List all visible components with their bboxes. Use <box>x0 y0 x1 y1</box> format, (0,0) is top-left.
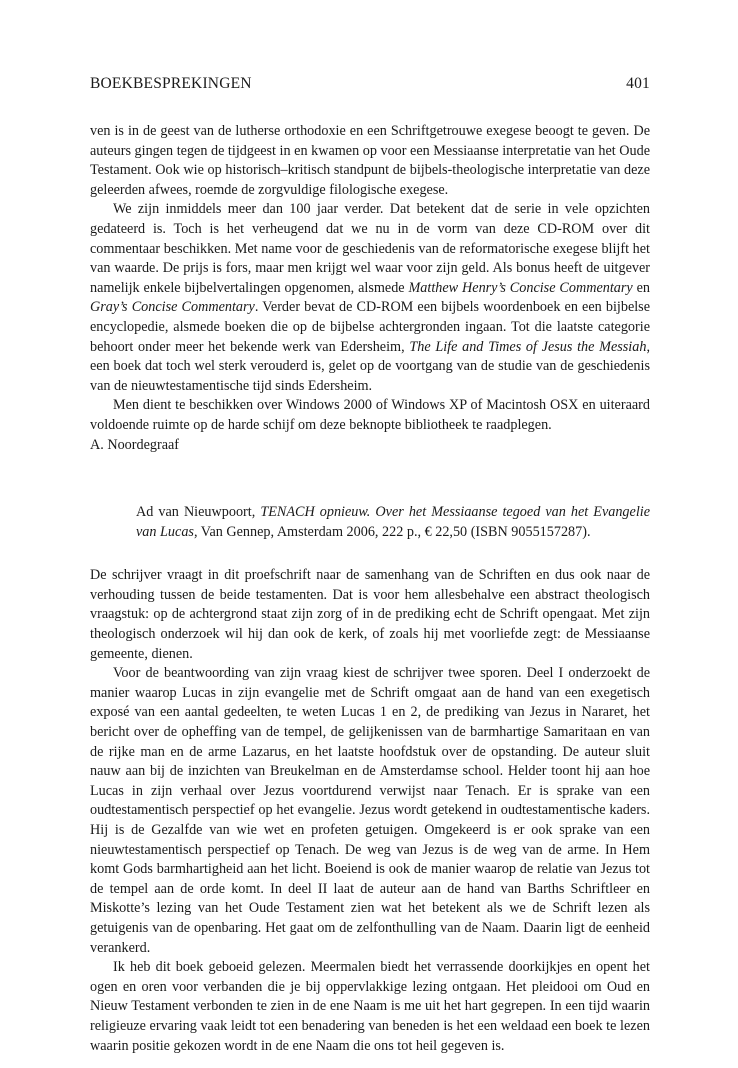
citation-title: TENACH opnieuw. Over het Messiaanse tegoed van het Evangelie van Lucas <box>136 504 650 540</box>
paragraph: ven is in de geest van de lutherse orthodoxie en een Schriftgetrouwe exegese beoogt te geven. De auteurs gingen tegen de tijdgeest in en kwamen op voor een Messiaanse interpretatie van het Oude Testament. Ook wie op historisch–kritisch standpunt de bijbels-theologische interpretatie van deze geleerden afwees, roemde de zorgvuldige filologische exegese. <box>90 123 650 198</box>
paragraph: Men dient te beschikken over Windows 2000 of Windows XP of Macintosh OSX en uiteraard voldoende ruimte op de harde schijf om deze beknopte bibliotheek te raadplegen. <box>90 397 650 433</box>
paragraph: Ik heb dit boek geboeid gelezen. Meermalen biedt het verrassende doorkijkjes en opent het ogen en oren voor verbanden die je bij oppervlakkige lezing ontgaan. Het pleidooi om Oud en Nieuw Testament verbonden te zien in de ene Naam is me uit het hart gegrepen. In een tijd waarin religieuze ervaring vaak leidt tot een benadering van beneden is het een weldaad een boek te lezen waarin positie gekozen wordt in de ene Naam die ons tot heil gegeven is. <box>90 959 650 1054</box>
paragraph: De schrijver vraagt in dit proefschrift naar de samenhang van de Schriften en dus ook naar de verhouding tussen de beide testamenten. Dat is voor hem allesbehalve een abstract theologisch vraagstuk: op de achtergrond staat zijn zorg of in de prediking echt de Schrift opengaat. Met zijn theologisch onderzoek wil hij dan ook de kerk, of zoals hij met voorliefde zegt: de Messiaanse gemeente, dienen. <box>90 567 650 662</box>
text-run: en <box>632 279 650 296</box>
italic-title: Matthew Henry’s Concise Commentary <box>408 279 633 296</box>
citation-details: , Van Gennep, Amsterdam 2006, 222 p., € 22,50 (ISBN 9055157287). <box>193 523 591 540</box>
italic-title: The Life and Times of Jesus the Messiah <box>409 338 647 355</box>
paragraph <box>90 200 650 396</box>
running-head <box>90 74 650 94</box>
paragraph: Voor de beantwoording van zijn vraag kiest de schrijver twee sporen. Deel I onderzoekt de manier waarop Lucas in zijn evangelie met de Schrift omgaat aan de hand van een exegetisch exposé van een aantal gedeelten, te weten Lucas 1 en 2, de prediking van Jezus in Nararet, het bericht over de opheffing van de tempel, de gelijkenissen van de barmhartige Samaritaan en van de rijke man en de arme Lazarus, en het laatste hoofdstuk over de opstanding. De auteur sluit nauw aan bij de inzichten van Breukelman en de Amsterdamse school. Helder toont hij aan hoe Lucas in zijn verhaal over Jezus voortdurend verwijst naar Tenach. Er is sprake van een oudtestamentisch perspectief op het evangelie. Jezus wordt getekend in oudtestamentische kaders. Hij is de Gezalfde van wie wet en profeten getuigen. Omgekeerd is er ook sprake van een nieuwtestamentisch perspectief op Tenach. De weg van Jezus is de weg van de arme. In Hem komt Gods barmhartigheid aan het licht. Boeiend is ook de manier waarop de relatie van Jezus tot de tempel aan de orde komt. In deel II laat de auteur aan de hand van Barths Schriftleer en Miskotte’s lezing van het Oude Testament zien wat het betekent als we de Schrift lezen als getuigenis van de openbaring. Het gaat om de zelfonthulling van de Naam. Daarin ligt de eenheid verankerd. <box>90 665 650 956</box>
italic-title: Gray’s Concise Commentary <box>90 299 255 316</box>
book-citation <box>136 503 650 542</box>
page-number: 401 <box>626 75 650 92</box>
review-2 <box>90 566 650 1056</box>
text-run: , een boek dat toch wel sterk verouderd is, gelet op de voortgang van de studie van de geschiedenis van de nieuwtestamentische tijd sinds Edersheim. <box>90 338 650 394</box>
section-title: BOEKBESPREKINGEN <box>90 75 252 92</box>
text-run: . Verder bevat de CD-ROM een bijbels woordenboek en een bijbelse encyclopedie, alsmede boeken die op de bijbelse achtergronden ingaan. Tot die laatste categorie behoort onder meer het bekende werk van Edersheim, <box>90 299 650 355</box>
text-run: We zijn inmiddels meer dan 100 jaar verder. Dat betekent dat de serie in vele opzichten gedateerd is. Toch is het verheugend dat we nu in de vorm van deze CD-ROM over dit commentaar beschikken. Met name voor de geschiedenis van de reformatorische exegese blijft het van waarde. De prijs is fors, maar men krijgt wel waar voor zijn geld. Als bonus heeft de uitgever namelijk enkele bijbelvertalingen opgenomen, alsmede <box>90 201 650 296</box>
reviewer-signature: A. Noordegraaf <box>90 436 180 453</box>
review-1 <box>90 122 650 455</box>
page <box>90 74 650 1056</box>
citation-author: Ad van Nieuwpoort, <box>136 504 261 521</box>
